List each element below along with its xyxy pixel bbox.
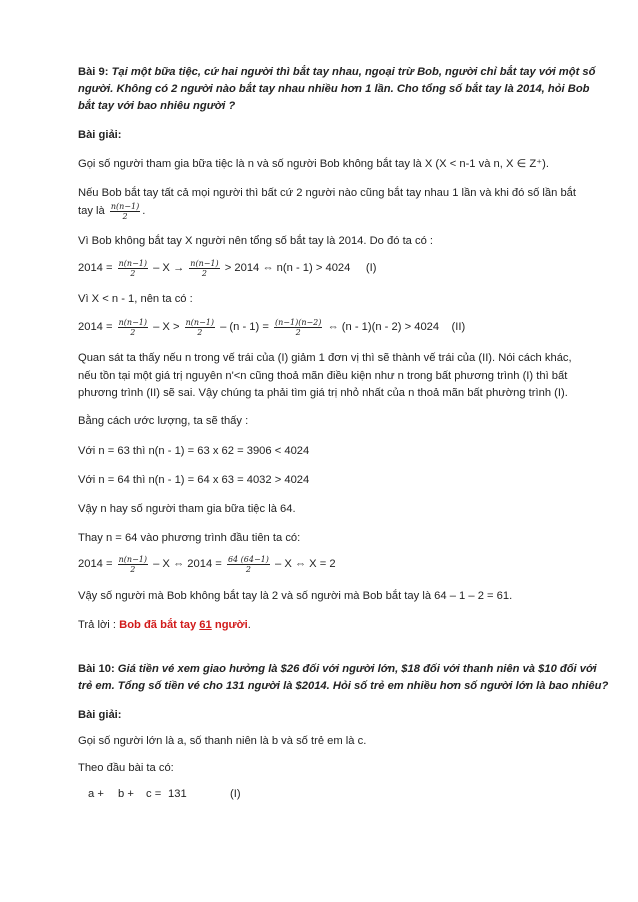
fraction-eq1-b: $\frac{n(n-1)}{2}$ (190, 258, 219, 278)
problem-9-question-line-2: người. Không có 2 người nào bắt tay nhau nhiều hơn 1 lần. Cho tổng số bắt tay là 2014, hỏi Bob (78, 83, 590, 95)
problem-9-question-line-1: Bài 9: Tại một bữa tiệc, cứ hai người thì bắt tay nhau, ngoại trừ Bob, người chỉ bắt tay với một số (78, 66, 596, 78)
document-page: Bài 9: Tại một bữa tiệc, cứ hai người thì bắt tay nhau, ngoại trừ Bob, người chỉ bắt tay với một số người. Không có 2 người nào bắt tay nhau nhiều hơn 1 lần. Cho tổng số bắt tay là 2014, hỏi Bob bắt tay với bao nhiêu người ? Bài giải: Gọi số người tham gia bữa tiệc là n và số người Bob không bắt tay là X (X < n-1 và n, X ∈ Z⁺). Nếu Bob bắt tay tất cả mọi người thì bất cứ 2 người nào cũng bắt tay nhau 1 lần và khi đó số lần bắt tay là $\frac{n(n-1)}{2}$ . Vì Bob không bắt tay X người nên tổng số bắt tay là 2014. Do đó ta có : 2014 = $\frac{n(n-1)}{2}$ – X → $\frac{n(n-1)}{2}$ > 2014 ⇔ n(n - 1) > 4024 (I) Vì X < n - 1, nên ta có : 2014 = $\frac{n(n-1)}{2}$ – X > $\frac{n(n-1)}{2}$ – (n - 1) = $\frac{(n-1)(n-2)}{2}$ ⇔ (n - 1)(n - 2) > 4024 (II) Quan sát ta thấy nếu n trong vế trái của (I) giảm 1 đơn vị thì sẽ thành vế trái của (II). Nói cách khác, nếu tồn tại một giá trị nguyên n'<n cũng thoả mãn điều kiện như n trong bất phương trình (I) thì bất phương trình (II) sẽ sai. Vậy chúng ta phải tìm giá trị nhỏ nhất của n thoả mãn bất phường trình (I). Bằng cách ước lượng, ta sẽ thấy : Với n = 63 thì n(n - 1) = 63 x 62 = 3906 < 4024 Với n = 64 thì n(n - 1) = 64 x 63 = 4032 > 4024 Vậy n hay số người tham gia bữa tiệc là 64. Thay n = 64 vào phương trình đầu tiên ta có: 2014 = $\frac{n(n-1)}{2}$ – X ⇔ 2014 = $\frac{64 (64-1)}{2}$ – X ⇔ X = 2 Vậy số người mà Bob không bắt tay là 2 và số người mà Bob bắt tay là 64 – 1 – 2 = 61. Trả lời : Bob đã bắt tay 61 người. Bài 10: Giá tiền vé xem giao hưởng là $26 đối với người lớn, $18 đối với thanh niên và $10 đối với trẻ em. Tổng số tiền vé cho 131 người là $2014. Hỏi số trẻ em nhiều hơn số người lớn là bao nhiêu? Bài giải: Gọi số người lớn là a, số thanh niên là b và số trẻ em là c. Theo đầu bài ta có: a + b + c = 131 (I) (0, 0, 638, 902)
answer-highlight: Bob đã bắt tay 61 người (119, 619, 248, 631)
problem-10-question-line-1: Bài 10: Giá tiền vé xem giao hưởng là $26 đối với người lớn, $18 đối với thanh niên và $10 đối với (78, 663, 597, 675)
problem-9-case-64: Với n = 64 thì n(n - 1) = 64 x 63 = 4032 > 4024 (78, 474, 310, 486)
problem-9-conclude-n: Vậy n hay số người tham gia bữa tiệc là 64. (78, 503, 296, 515)
problem-9-observation-line-3: phương trình (II) sẽ sai. Vậy chúng ta phải tìm giá trị nhỏ nhất của n thoả mãn bất phường trình (I). (78, 387, 568, 399)
problem-9-conclude-count: Vậy số người mà Bob không bắt tay là 2 và số người mà Bob bắt tay là 64 – 1 – 2 = 61. (78, 590, 513, 602)
fraction-eq1-a: $\frac{n(n-1)}{2}$ (118, 258, 147, 278)
fraction-eq2-b: $\frac{n(n-1)}{2}$ (185, 317, 214, 337)
problem-10-given-line: Theo đầu bài ta có: (78, 762, 174, 774)
problem-10-solution-heading: Bài giải: (78, 709, 122, 721)
problem-10-question-line-2: trẻ em. Tổng số tiền vé cho 131 người là $2014. Hỏi số trẻ em nhiều hơn số người lớn là bao nhiêu? (78, 680, 609, 692)
fraction-n-n-minus-1-over-2: $\frac{n(n-1)}{2}$ (110, 201, 140, 221)
problem-9-since-line: Vì Bob không bắt tay X người nên tổng số bắt tay là 2014. Do đó ta có : (78, 235, 434, 247)
problem-9-if-line-1: Nếu Bob bắt tay tất cả mọi người thì bất cứ 2 người nào cũng bắt tay nhau 1 lần và khi đó số lần bắt (78, 187, 576, 199)
fraction-eq2-a: $\frac{n(n-1)}{2}$ (118, 317, 147, 337)
problem-10-label: Bài 10: (78, 663, 115, 675)
problem-9-equation-1: 2014 = $\frac{n(n-1)}{2}$ – X → $\frac{n(n-1)}{2}$ > 2014 ⇔ n(n - 1) > 4024 (I) (78, 258, 377, 278)
fraction-eq3-a: $\frac{n(n-1)}{2}$ (118, 554, 147, 574)
problem-9-equation-2: 2014 = $\frac{n(n-1)}{2}$ – X > $\frac{n(n-1)}{2}$ – (n - 1) = $\frac{(n-1)(n-2)}{2}$ ⇔ (n - 1)(n - 2) > 4024 (II) (78, 317, 466, 337)
problem-9-observation-line-1: Quan sát ta thấy nếu n trong vế trái của (I) giảm 1 đơn vị thì sẽ thành vế trái của (II). Nói cách khác, (78, 352, 572, 364)
problem-9-equation-3: 2014 = $\frac{n(n-1)}{2}$ – X ⇔ 2014 = $\frac{64 (64-1)}{2}$ – X ⇔ X = 2 (78, 554, 336, 574)
problem-9-label: Bài 9: (78, 66, 109, 78)
problem-10-let-line: Gọi số người lớn là a, số thanh niên là b và số trẻ em là c. (78, 735, 367, 747)
problem-9-substitute-line: Thay n = 64 vào phương trình đầu tiên ta có: (78, 532, 301, 544)
problem-9-answer-line: Trả lời : Bob đã bắt tay 61 người. (78, 619, 251, 631)
problem-9-estimate-line: Bằng cách ước lượng, ta sẽ thấy : (78, 415, 249, 427)
fraction-eq2-c: $\frac{(n-1)(n-2)}{2}$ (275, 317, 322, 337)
problem-9-question-line-3: bắt tay với bao nhiêu người ? (78, 100, 236, 112)
problem-9-observation-line-2: nếu tồn tại một giá trị nguyên n'<n cũng thoả mãn điều kiện như n trong bất phương trình (I) thì bất (78, 370, 568, 382)
problem-9-let-line: Gọi số người tham gia bữa tiệc là n và số người Bob không bắt tay là X (X < n-1 và n, X ∈ Z⁺). (78, 158, 549, 170)
fraction-eq3-b: $\frac{64 (64-1)}{2}$ (227, 554, 269, 574)
problem-9-because-line: Vì X < n - 1, nên ta có : (78, 293, 193, 305)
problem-9-case-63: Với n = 63 thì n(n - 1) = 63 x 62 = 3906 < 4024 (78, 445, 310, 457)
problem-9-solution-heading: Bài giải: (78, 129, 122, 141)
problem-9-if-line-2: tay là $\frac{n(n-1)}{2}$ . (78, 201, 146, 221)
